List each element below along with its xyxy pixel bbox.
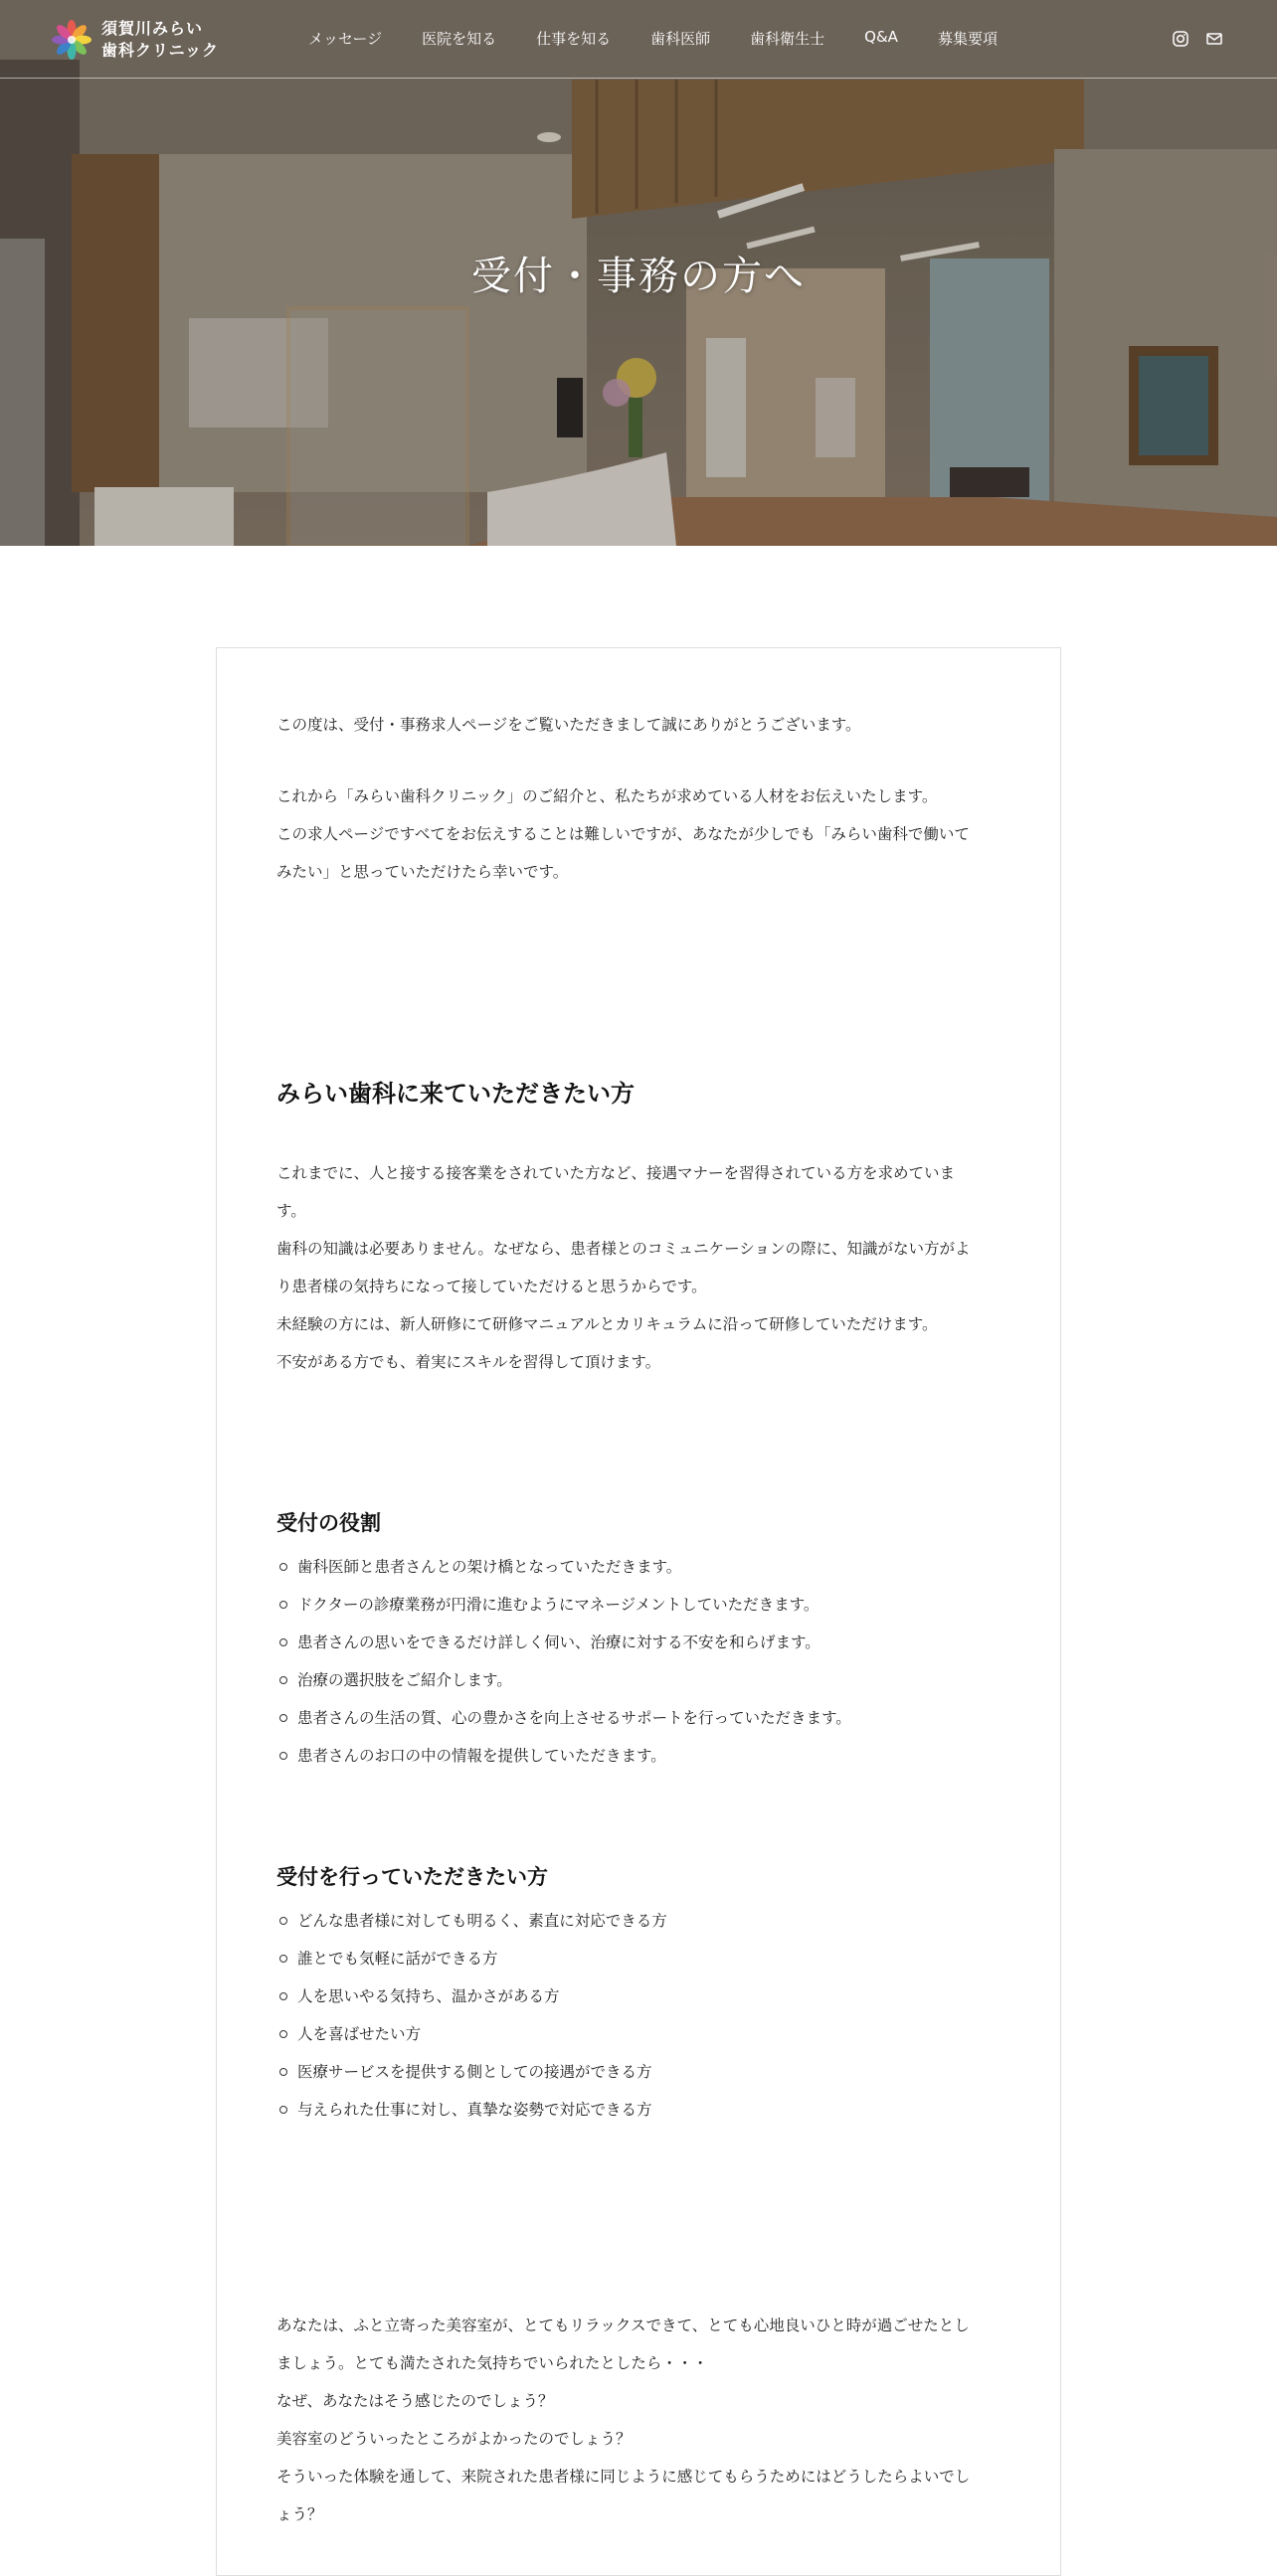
nav-item-hygienist[interactable]: 歯科衛生士 (750, 30, 825, 48)
list-item: 患者さんのお口の中の情報を提供していただきます。 (276, 1737, 1003, 1775)
mail-icon[interactable] (1205, 30, 1223, 48)
section-ideal-heading: 受付を行っていただきたい方 (276, 1865, 548, 1889)
closing-p2-line-1: なぜ、あなたはそう感じたのでしょう？ (276, 2392, 554, 2410)
closing-p1-line-2: ましょう。とても満たされた気持ちでいられたとしたら・・・ (276, 2354, 708, 2372)
role-list (276, 1548, 1003, 1775)
section-role-list-wrap (276, 1548, 1003, 1775)
main-nav (308, 28, 1037, 49)
closing-paragraph-1 (276, 2307, 1003, 2382)
section-ideal-list-wrap (276, 1902, 1003, 2129)
wanted-p2-line-4: 不安がある方でも、着実にスキルを習得して頂けます。 (276, 1353, 661, 1371)
wanted-p2-line-3: 未経験の方には、新人研修にて研修マニュアルとカリキュラムに沿って研修していただけます。 (276, 1315, 938, 1333)
intro-p2-line-3: みたい」と思っていただけたら幸いです。 (276, 863, 569, 881)
list-item: 人を喜ばせたい方 (276, 2015, 1003, 2053)
intro-section (276, 706, 1003, 744)
list-item: 歯科医師と患者さんとの架け橋となっていただきます。 (276, 1548, 1003, 1586)
closing-paragraph-2 (276, 2382, 1003, 2533)
section-wanted-heading: みらい歯科に来ていただきたい方 (276, 1080, 635, 1108)
ideal-list (276, 1902, 1003, 2129)
logo-line-2: 歯科クリニック (101, 41, 220, 60)
social-links (1172, 30, 1239, 48)
nav-item-qa[interactable]: Q&A (864, 28, 898, 46)
list-item: 治療の選択肢をご紹介します。 (276, 1661, 1003, 1699)
list-item: 患者さんの思いをできるだけ詳しく伺い、治療に対する不安を和らげます。 (276, 1624, 1003, 1661)
wanted-p2-line-2: り患者様の気持ちになって接していただけると思うからです。 (276, 1278, 707, 1295)
section-wanted-paragraph-1 (276, 1154, 1003, 1230)
section-ideal-heading-wrap (276, 1861, 1003, 1891)
logo-text (101, 18, 219, 62)
intro-p2-line-1: これから「みらい歯科クリニック」のご紹介と、私たちが求めている人材をお伝えいたします。 (276, 787, 938, 805)
list-item: 医療サービスを提供する側としての接遇ができる方 (276, 2053, 1003, 2091)
site-logo[interactable] (50, 18, 219, 62)
nav-item-dentist[interactable]: 歯科医師 (650, 30, 711, 48)
wanted-p2-line-1: 歯科の知識は必要ありません。なぜなら、患者様とのコミュニケーションの際に、知識がない方がよ (276, 1240, 971, 1258)
logo-flower-icon (50, 18, 93, 62)
site-header (0, 0, 1277, 79)
wanted-p1-line-1: これまでに、人と接する接客業をされていた方など、接遇マナーを習得されている方を求めていま (276, 1164, 956, 1182)
content-card (216, 647, 1061, 2576)
list-item: 人を思いやる気持ち、温かさがある方 (276, 1977, 1003, 2015)
list-item: どんな患者様に対しても明るく、素直に対応できる方 (276, 1902, 1003, 1940)
nav-item-recruit[interactable]: 募集要項 (937, 30, 998, 48)
intro-p2-line-2: この求人ページですべてをお伝えすることは難しいですが、あなたが少しでも「みらい歯科で働いて (276, 825, 970, 843)
list-item: ドクターの診療業務が円滑に進むようにマネージメントしていただきます。 (276, 1586, 1003, 1624)
intro-paragraph-2 (276, 777, 1003, 891)
closing-p2-line-4: ょう？ (276, 2505, 323, 2523)
section-wanted-paragraph-2 (276, 1230, 1003, 1381)
intro-paragraph-1: この度は、受付・事務求人ページをご覧いただきまして誠にありがとうございます。 (276, 716, 861, 734)
nav-item-message[interactable]: メッセージ (308, 30, 383, 48)
list-item: 与えられた仕事に対し、真摯な姿勢で対応できる方 (276, 2091, 1003, 2129)
logo-line-1: 須賀川みらい (101, 19, 204, 38)
wanted-p1-line-2: す。 (276, 1202, 306, 1220)
page-title: 受付・事務の方へ (471, 254, 806, 299)
instagram-icon[interactable] (1172, 30, 1189, 48)
hero-banner (0, 0, 1277, 546)
nav-item-work[interactable]: 仕事を知る (536, 30, 612, 48)
section-role-heading-wrap (276, 1507, 1003, 1537)
list-item: 誰とでも気軽に話ができる方 (276, 1940, 1003, 1977)
closing-p2-line-2: 美容室のどういったところがよかったのでしょう？ (276, 2430, 632, 2448)
nav-item-clinic[interactable]: 医院を知る (422, 30, 497, 48)
closing-p1-line-1: あなたは、ふと立寄った美容室が、とてもリラックスできて、とても心地良いひと時が過ごせたとし (276, 2317, 970, 2334)
section-role-heading: 受付の役割 (276, 1511, 381, 1535)
section-wanted-heading-wrap (276, 1074, 1003, 1109)
closing-p2-line-3: そういった体験を通して、来院された患者様に同じように感じてもらうためにはどうしたらよいでし (276, 2468, 971, 2486)
list-item: 患者さんの生活の質、心の豊かさを向上させるサポートを行っていただきます。 (276, 1699, 1003, 1737)
